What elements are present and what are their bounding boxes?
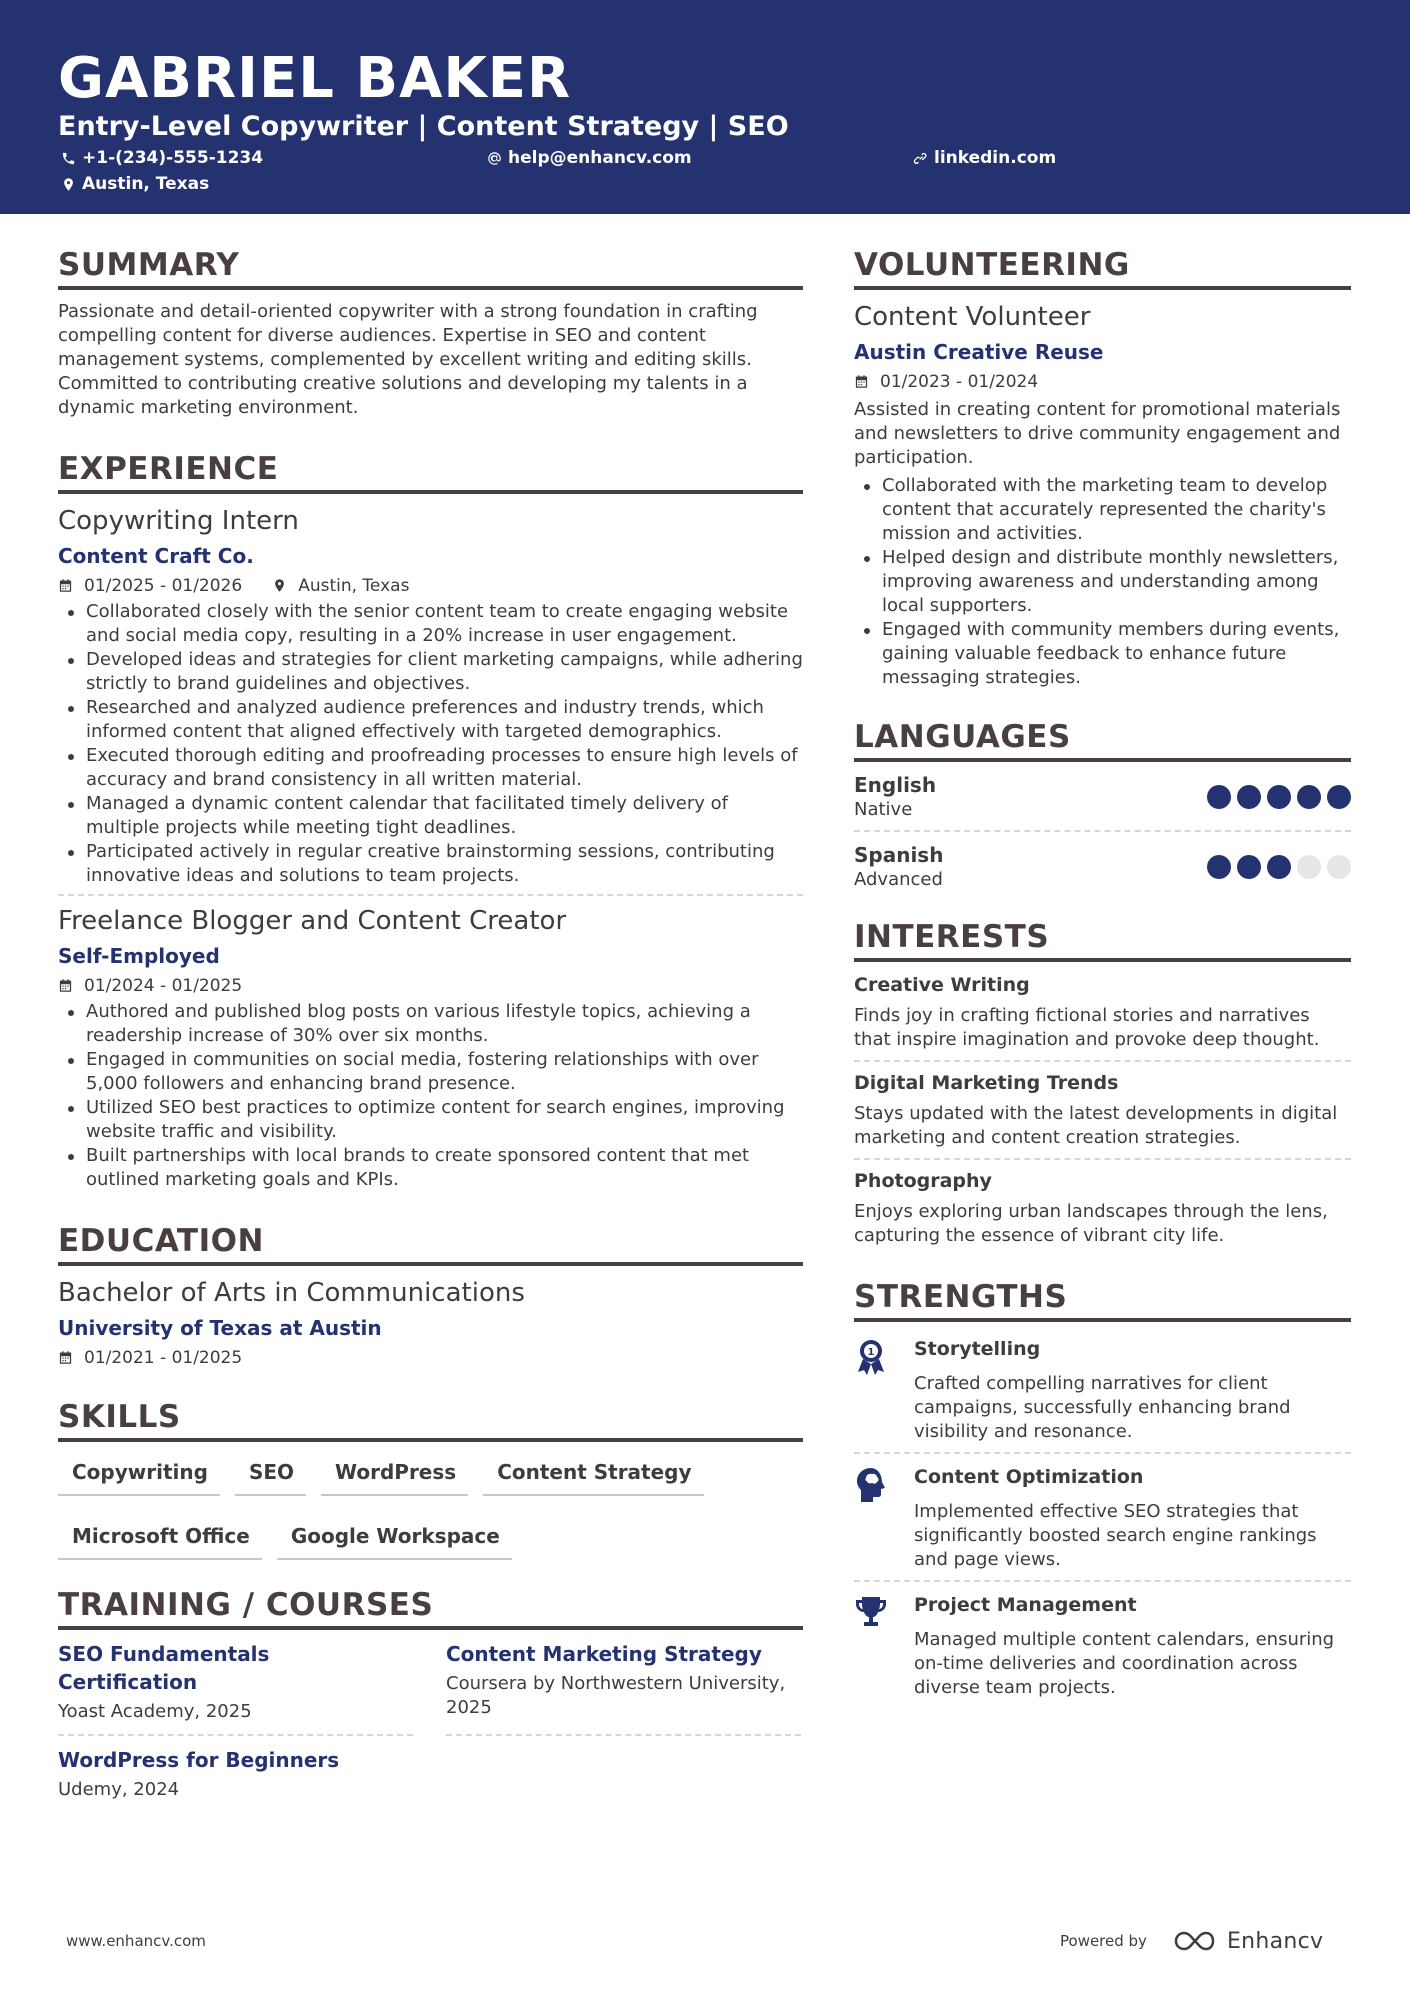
volunteer-role: Content Volunteer [854, 302, 1091, 332]
volunteer-bullets [854, 474, 1351, 690]
strength-desc: Managed multiple content calendars, ensuring on-time deliveries and coordination across diverse team projects. [914, 1629, 1335, 1698]
enhancv-wordmark: Enhancv [1226, 1928, 1324, 1954]
skill-tag: Google Workspace [277, 1516, 512, 1560]
phone-icon [58, 148, 78, 168]
training-heading: TRAINING / COURSES [58, 1584, 803, 1630]
interest-desc: Stays updated with the latest developments in digital marketing and content creation strategies. [854, 1103, 1338, 1148]
skill-tag: Copywriting [58, 1452, 220, 1496]
degree-title: Bachelor of Arts in Communications [58, 1278, 525, 1308]
rating-dot-filled [1237, 855, 1261, 879]
experience-section [58, 448, 803, 1192]
contact-email[interactable] [484, 146, 692, 170]
strength-title: Project Management [914, 1594, 1137, 1616]
job-meta [58, 974, 803, 998]
job-title: Copywriting Intern [58, 506, 299, 536]
calendar-icon [854, 374, 870, 390]
training-item [446, 1640, 801, 1736]
left-column [58, 244, 803, 1822]
job-bullet: Managed a dynamic content calendar that facilitated timely delivery of multiple projects while meeting tight deadlines. [58, 792, 803, 840]
training-item [58, 1746, 413, 1812]
job-bullet: Participated actively in regular creative brainstorming sessions, contributing innovative ideas and solutions to team projects. [58, 840, 803, 888]
interest-item [854, 1168, 1351, 1248]
interest-item [854, 1070, 1351, 1158]
volunteer-meta [854, 370, 1351, 394]
job-bullets [58, 1000, 803, 1192]
language-rating [1201, 855, 1351, 879]
training-name: Content Marketing Strategy [446, 1642, 762, 1666]
summary-section [58, 244, 803, 420]
training-item [58, 1640, 413, 1736]
language-level: Native [854, 799, 913, 820]
interest-desc: Finds joy in crafting fictional stories and narratives that inspire imagination and provoke deep thought. [854, 1005, 1320, 1050]
job-bullet: Authored and published blog posts on various lifestyle topics, achieving a readership increase of 30% over six months. [58, 1000, 803, 1048]
skill-tag: Microsoft Office [58, 1516, 262, 1560]
skill-tag: SEO [235, 1452, 306, 1496]
education-meta [58, 1346, 803, 1370]
company-name: Self-Employed [58, 944, 220, 968]
volunteering-heading: VOLUNTEERING [854, 244, 1351, 290]
training-name: SEO Fundamentals Certification [58, 1642, 270, 1694]
interest-desc: Enjoys exploring urban landscapes through the lens, capturing the essence of vibrant city life. [854, 1201, 1328, 1246]
interest-title: Photography [854, 1170, 992, 1192]
language-item [854, 842, 1351, 900]
right-column [854, 244, 1351, 1700]
volunteer-bullet: Helped design and distribute monthly newsletters, improving awareness and understanding among local supporters. [854, 546, 1351, 618]
languages-heading: LANGUAGES [854, 716, 1351, 762]
job-location: Austin, Texas [298, 576, 410, 596]
award-ribbon-icon [854, 1338, 888, 1376]
language-level: Advanced [854, 869, 943, 890]
job-bullet: Utilized SEO best practices to optimize content for search engines, improving website traffic and visibility. [58, 1096, 803, 1144]
entry-divider [854, 1452, 1351, 1454]
volunteer-description: Assisted in creating content for promotional materials and newsletters to drive community engagement and participation. [854, 399, 1341, 468]
entry-divider [854, 1158, 1351, 1160]
skills-list [58, 1452, 803, 1580]
rating-dot-filled [1207, 785, 1231, 809]
location-pin-icon [272, 578, 288, 594]
interest-title: Digital Marketing Trends [854, 1072, 1119, 1094]
volunteer-bullet: Collaborated with the marketing team to develop content that accurately represented the charity's mission and activities. [854, 474, 1351, 546]
rating-dot-filled [1327, 785, 1351, 809]
strength-desc: Implemented effective SEO strategies that significantly boosted search engine rankings and page views. [914, 1501, 1317, 1570]
contact-phone-text: +1-(234)-555-1234 [82, 148, 264, 168]
interest-title: Creative Writing [854, 974, 1030, 996]
skills-heading: SKILLS [58, 1396, 803, 1442]
training-provider: Yoast Academy, 2025 [58, 1701, 252, 1722]
powered-by-label: Powered by [1060, 1932, 1147, 1950]
candidate-headline: Entry-Level Copywriter | Content Strategy | SEO [58, 111, 789, 142]
enhancv-logo-icon [1173, 1928, 1221, 1954]
summary-text: Passionate and detail-oriented copywriter with a strong foundation in crafting compelling content for diverse audiences. Expertise in SEO and content management systems, complemented by excellent writing and editing skills. Committed to contributing creative solutions and developing my talents in a dynamic marketing environment. [58, 301, 758, 418]
skills-section [58, 1396, 803, 1580]
language-name: Spanish [854, 843, 944, 867]
volunteer-bullet: Engaged with community members during events, gaining valuable feedback to enhance future messaging strategies. [854, 618, 1351, 690]
education-section [58, 1220, 803, 1370]
contact-linkedin[interactable] [910, 146, 1056, 170]
language-item [854, 772, 1351, 830]
job-bullet: Executed thorough editing and proofreading processes to ensure high levels of accuracy and brand consistency in all written material. [58, 744, 803, 792]
contact-location [58, 172, 209, 196]
strengths-section [854, 1276, 1351, 1700]
entry-divider [854, 1060, 1351, 1062]
summary-heading: SUMMARY [58, 244, 803, 290]
calendar-icon [58, 1350, 74, 1366]
calendar-icon [58, 578, 74, 594]
strength-title: Storytelling [914, 1338, 1041, 1360]
training-section [58, 1584, 803, 1822]
experience-heading: EXPERIENCE [58, 448, 803, 494]
job-bullet: Developed ideas and strategies for client marketing campaigns, while adhering strictly to brand guidelines and objectives. [58, 648, 803, 696]
footer-branding [1060, 1928, 1323, 1954]
volunteer-org: Austin Creative Reuse [854, 340, 1104, 364]
strength-item [854, 1464, 1351, 1580]
footer-website[interactable]: www.enhancv.com [66, 1932, 206, 1950]
rating-dot-empty [1297, 855, 1321, 879]
trophy-icon [854, 1594, 888, 1632]
rating-dot-filled [1267, 785, 1291, 809]
job-bullets [58, 600, 803, 888]
experience-entry [58, 504, 803, 894]
enhancv-logo[interactable] [1173, 1928, 1323, 1954]
job-bullet: Researched and analyzed audience preferences and industry trends, which informed content that aligned effectively with targeted demographics. [58, 696, 803, 744]
language-name: English [854, 773, 937, 797]
entry-divider [854, 1580, 1351, 1582]
languages-section [854, 716, 1351, 900]
volunteer-dates: 01/2023 - 01/2024 [880, 372, 1039, 392]
location-pin-icon [58, 174, 78, 194]
rating-dot-empty [1327, 855, 1351, 879]
training-provider: Coursera by Northwestern University, 2025 [446, 1673, 786, 1718]
interests-section [854, 916, 1351, 1248]
candidate-name: GABRIEL BAKER [58, 46, 572, 111]
skill-tag: WordPress [321, 1452, 468, 1496]
interest-item [854, 972, 1351, 1060]
company-name: Content Craft Co. [58, 544, 254, 568]
contact-phone[interactable] [58, 146, 263, 170]
training-provider: Udemy, 2024 [58, 1779, 180, 1800]
strength-item [854, 1592, 1351, 1700]
job-title: Freelance Blogger and Content Creator [58, 906, 567, 936]
strength-desc: Crafted compelling narratives for client campaigns, successfully enhancing brand visibility and resonance. [914, 1373, 1291, 1442]
job-bullet: Engaged in communities on social media, fostering relationships with over 5,000 followers and enhancing brand presence. [58, 1048, 803, 1096]
job-dates: 01/2025 - 01/2026 [84, 576, 243, 596]
strengths-heading: STRENGTHS [854, 1276, 1351, 1322]
education-dates: 01/2021 - 01/2025 [84, 1348, 243, 1368]
job-dates: 01/2024 - 01/2025 [84, 976, 243, 996]
strength-title: Content Optimization [914, 1466, 1144, 1488]
job-bullet: Collaborated closely with the senior content team to create engaging website and social media copy, resulting in a 20% increase in user engagement. [58, 600, 803, 648]
contact-linkedin-text: linkedin.com [934, 148, 1057, 168]
contact-email-text: help@enhancv.com [508, 148, 692, 168]
education-heading: EDUCATION [58, 1220, 803, 1266]
school-name: University of Texas at Austin [58, 1316, 382, 1340]
rating-dot-filled [1267, 855, 1291, 879]
resume-header [0, 0, 1410, 214]
rating-dot-filled [1297, 785, 1321, 809]
calendar-icon [58, 978, 74, 994]
contact-location-text: Austin, Texas [82, 174, 210, 194]
head-brain-icon [854, 1466, 888, 1504]
strength-item [854, 1332, 1351, 1452]
skill-tag: Content Strategy [483, 1452, 703, 1496]
svg-text:1: 1 [867, 1347, 875, 1358]
at-sign-icon [484, 148, 504, 168]
training-name: WordPress for Beginners [58, 1748, 340, 1772]
job-bullet: Built partnerships with local brands to create sponsored content that met outlined marketing goals and KPIs. [58, 1144, 803, 1192]
experience-entry [58, 896, 803, 1192]
rating-dot-filled [1237, 785, 1261, 809]
link-icon [910, 148, 930, 168]
training-list [58, 1640, 803, 1822]
volunteering-section [854, 244, 1351, 690]
job-meta [58, 574, 803, 598]
rating-dot-filled [1207, 855, 1231, 879]
entry-divider [854, 830, 1351, 832]
language-rating [1201, 785, 1351, 809]
interests-heading: INTERESTS [854, 916, 1351, 962]
